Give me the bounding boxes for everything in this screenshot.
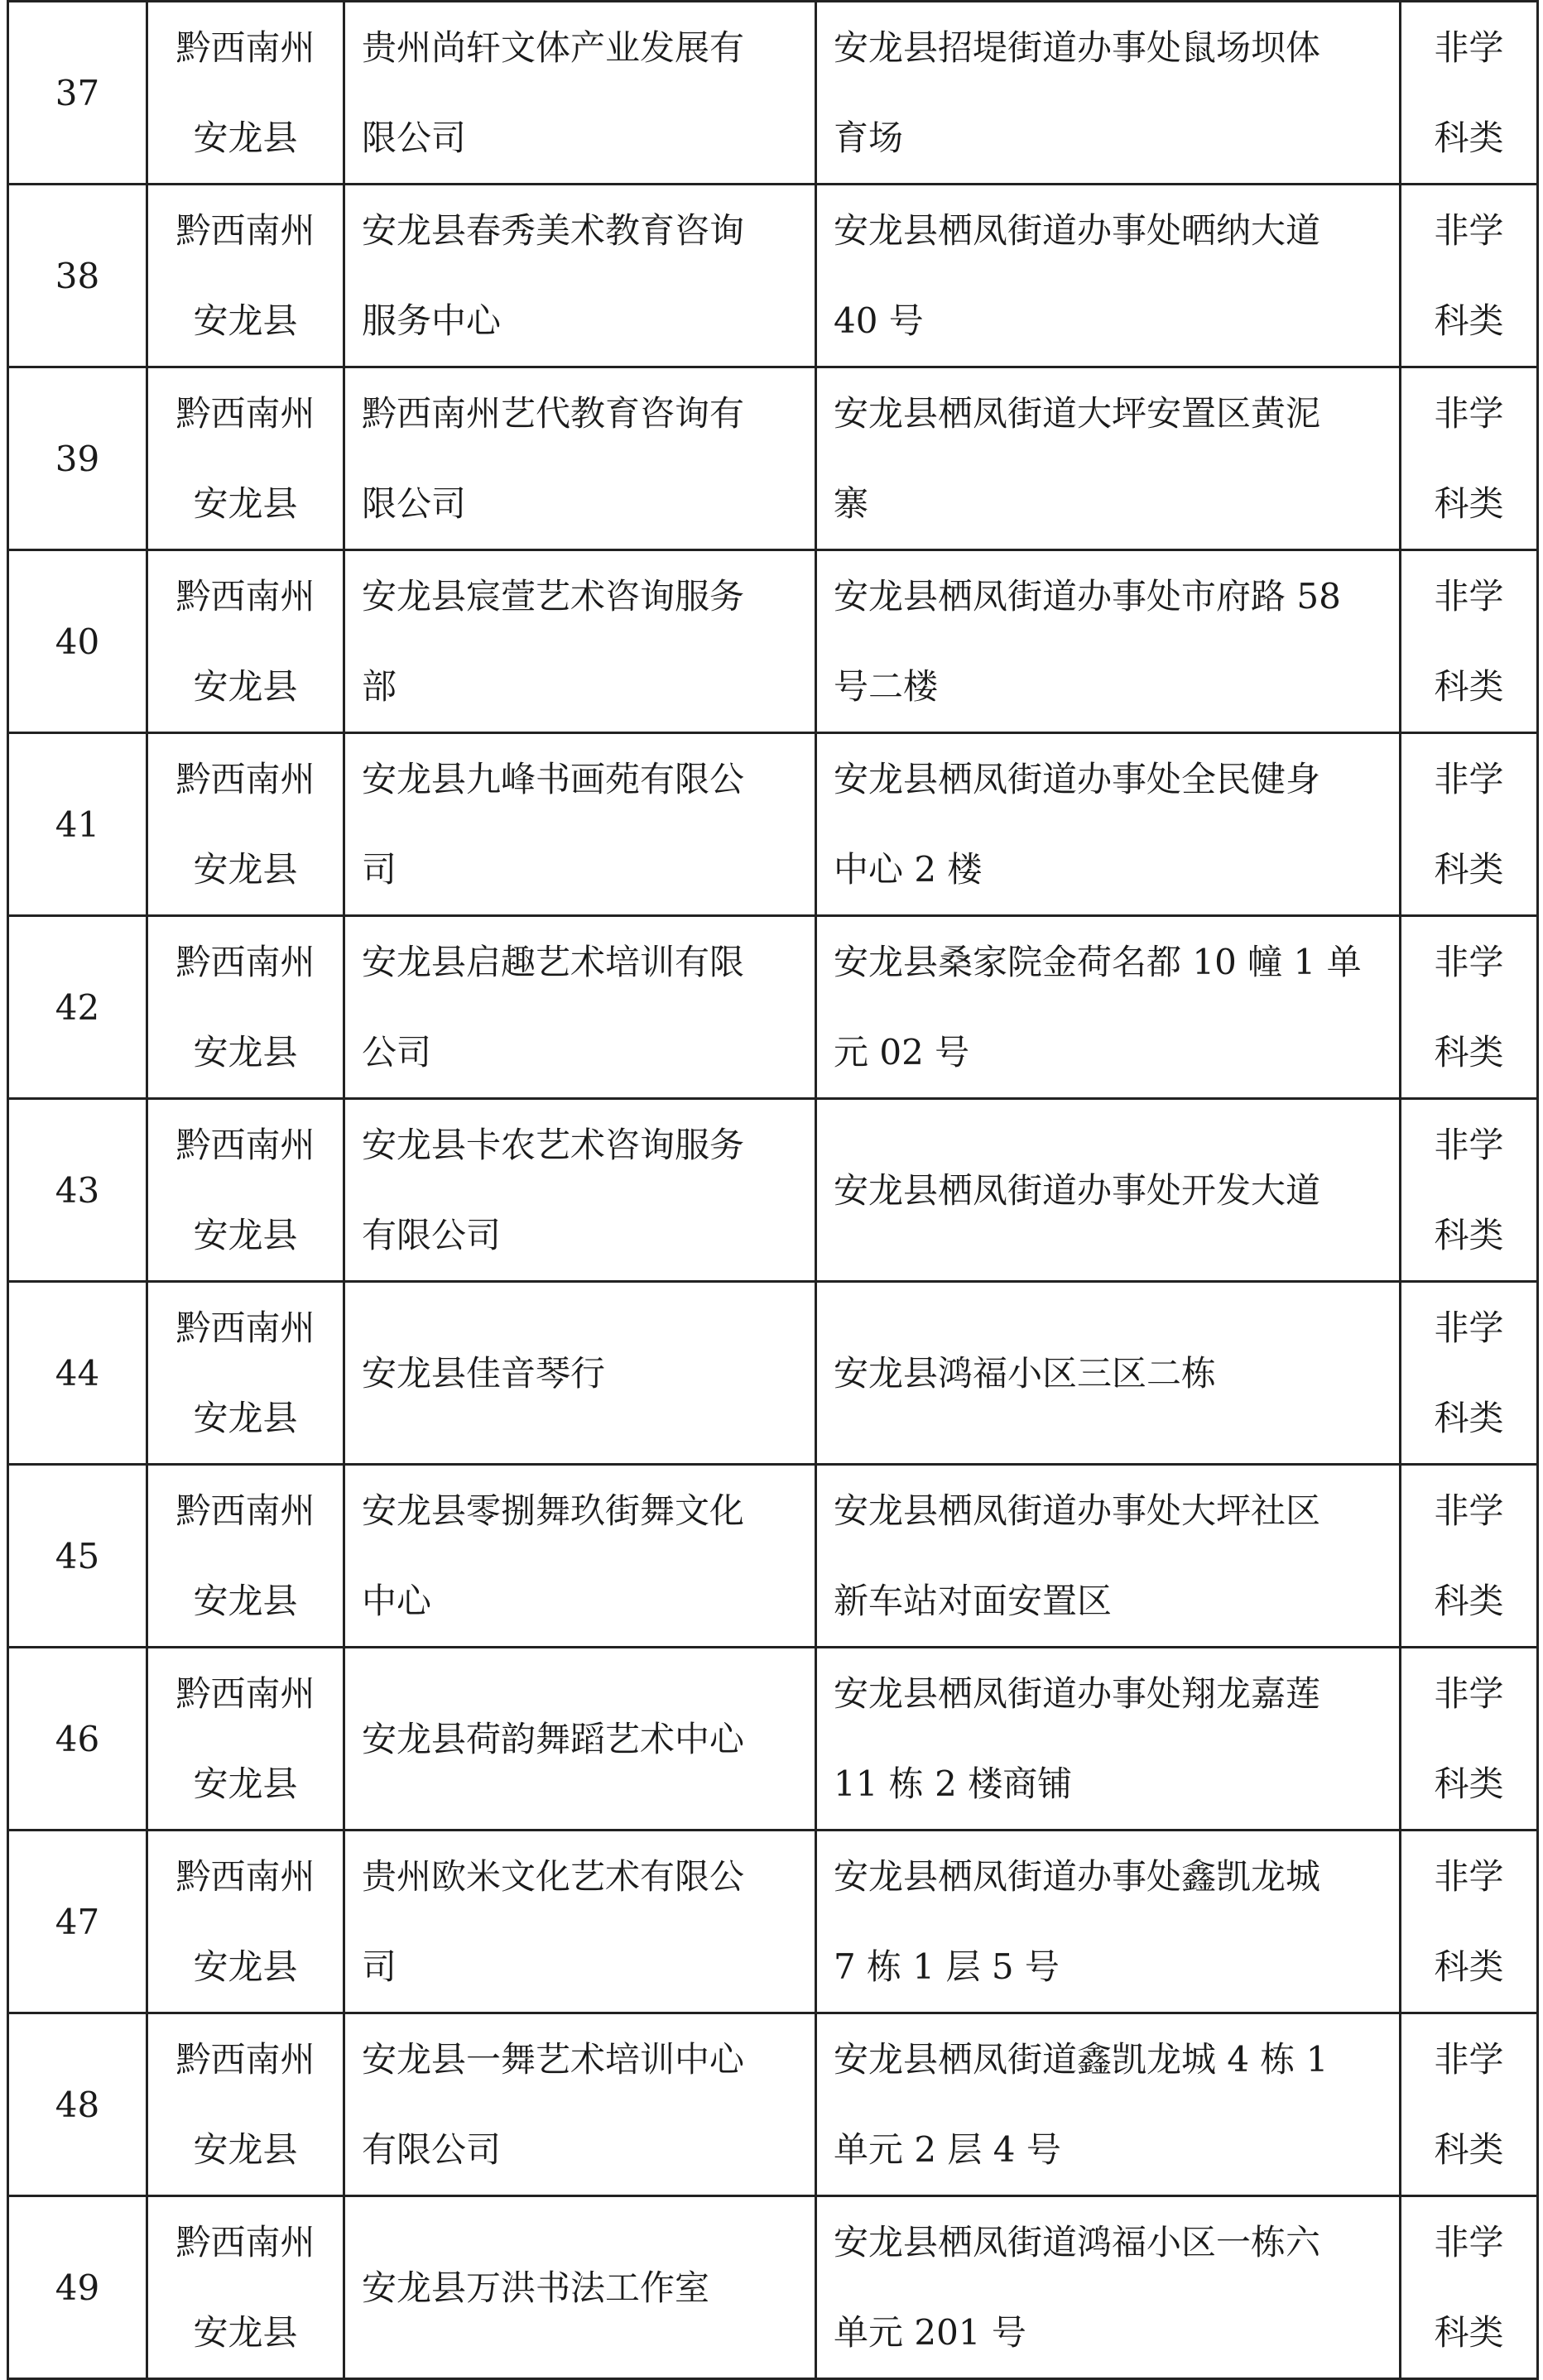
address-cell-line: 单元 2 层 4 号 <box>834 2129 1061 2170</box>
region-cell <box>147 1831 344 2013</box>
address-cell-line: 安龙县栖凤街道鑫凯龙城 4 栋 1 <box>834 2039 1329 2080</box>
category-cell-line: 科类 <box>1434 849 1504 890</box>
address-cell-line: 育场 <box>834 118 904 158</box>
region-cell-line: 安龙县 <box>193 1946 298 1987</box>
address-cell-line: 安龙县栖凤街道鸿福小区一栋六 <box>834 2222 1321 2262</box>
address-cell-line: 寨 <box>834 483 869 524</box>
organization-name-cell-line: 司 <box>362 1946 397 1987</box>
table-row <box>8 2 1538 185</box>
category-cell <box>1401 367 1538 550</box>
organization-name-cell <box>344 733 816 916</box>
institution-table <box>7 0 1539 2380</box>
category-cell-line: 科类 <box>1434 1032 1504 1072</box>
row-number-cell: 37 <box>8 2 147 185</box>
category-cell-line: 科类 <box>1434 300 1504 341</box>
table-row <box>8 916 1538 1099</box>
organization-name-cell-line: 安龙县启趣艺术培训有限 <box>362 942 745 982</box>
category-cell-line: 科类 <box>1434 2129 1504 2170</box>
region-cell-line: 安龙县 <box>193 1763 298 1804</box>
region-cell-line: 安龙县 <box>193 666 298 707</box>
category-cell-line: 科类 <box>1434 1398 1504 1438</box>
organization-name-cell <box>344 550 816 733</box>
region-cell-line: 黔西南州 <box>175 210 315 251</box>
category-cell-line: 科类 <box>1434 1946 1504 1987</box>
organization-name-cell-line: 贵州尚轩文体产业发展有 <box>362 27 745 68</box>
category-cell <box>1401 185 1538 367</box>
category-cell <box>1401 916 1538 1099</box>
address-cell-line: 新车站对面安置区 <box>834 1581 1113 1621</box>
region-cell-line: 黔西南州 <box>175 576 315 617</box>
region-cell <box>147 733 344 916</box>
address-cell-line: 安龙县栖凤街道办事处全民健身 <box>834 759 1321 799</box>
organization-name-cell-line: 安龙县万洪书法工作室 <box>362 2267 710 2308</box>
category-cell-line: 科类 <box>1434 1215 1504 1255</box>
address-cell-line: 安龙县栖凤街道办事处晒纳大道 <box>834 210 1321 251</box>
category-cell <box>1401 1465 1538 1648</box>
category-cell-line: 非学 <box>1434 1673 1504 1714</box>
table-row <box>8 550 1538 733</box>
region-cell-line: 黔西南州 <box>175 942 315 982</box>
address-cell-line: 7 栋 1 层 5 号 <box>834 1946 1060 1987</box>
organization-name-cell-line: 安龙县荷韵舞蹈艺术中心 <box>362 1718 745 1759</box>
address-cell <box>816 916 1401 1099</box>
address-cell-line: 中心 2 楼 <box>834 849 983 890</box>
region-cell-line: 黔西南州 <box>175 1673 315 1714</box>
row-number-cell: 47 <box>8 1831 147 2013</box>
region-cell <box>147 1648 344 1831</box>
address-cell <box>816 367 1401 550</box>
category-cell <box>1401 2196 1538 2379</box>
region-cell-line: 安龙县 <box>193 300 298 341</box>
region-cell-line: 安龙县 <box>193 1032 298 1072</box>
organization-name-cell-line: 安龙县春秀美术教育咨询 <box>362 210 745 251</box>
region-cell <box>147 1099 344 1282</box>
table-row <box>8 367 1538 550</box>
organization-name-cell-line: 有限公司 <box>362 2129 502 2170</box>
region-cell-line: 安龙县 <box>193 483 298 524</box>
address-cell-line: 40 号 <box>834 300 924 341</box>
address-cell <box>816 1648 1401 1831</box>
address-cell-line: 安龙县鸿福小区三区二栋 <box>834 1352 1217 1394</box>
category-cell-line: 非学 <box>1434 210 1504 251</box>
address-cell <box>816 1465 1401 1648</box>
organization-name-cell <box>344 367 816 550</box>
address-cell-line: 安龙县栖凤街道办事处翔龙嘉莲 <box>834 1673 1321 1714</box>
category-cell <box>1401 1282 1538 1465</box>
organization-name-cell-line: 贵州欧米文化艺术有限公 <box>362 1856 745 1897</box>
region-cell-line: 黔西南州 <box>175 27 315 68</box>
table-row <box>8 2196 1538 2379</box>
category-cell-line: 科类 <box>1434 1763 1504 1804</box>
region-cell-line: 安龙县 <box>193 118 298 158</box>
address-cell-line: 元 02 号 <box>834 1032 970 1072</box>
organization-name-cell-line: 限公司 <box>362 483 467 524</box>
address-cell <box>816 1099 1401 1282</box>
organization-name-cell <box>344 1099 816 1282</box>
category-cell <box>1401 550 1538 733</box>
row-number-cell: 38 <box>8 185 147 367</box>
region-cell-line: 安龙县 <box>193 2129 298 2170</box>
address-cell-line: 单元 201 号 <box>834 2312 1026 2353</box>
address-cell <box>816 2013 1401 2196</box>
table-row <box>8 1282 1538 1465</box>
row-number-cell: 40 <box>8 550 147 733</box>
address-cell-line: 安龙县栖凤街道办事处开发大道 <box>834 1169 1321 1211</box>
organization-name-cell-line: 限公司 <box>362 118 467 158</box>
organization-name-cell <box>344 1831 816 2013</box>
region-cell-line: 黔西南州 <box>175 1856 315 1897</box>
category-cell <box>1401 1099 1538 1282</box>
address-cell-line: 安龙县桑家院金荷名都 10 幢 1 单 <box>834 942 1362 982</box>
organization-name-cell <box>344 185 816 367</box>
category-cell-line: 非学 <box>1434 2222 1504 2262</box>
organization-name-cell-line: 司 <box>362 849 397 890</box>
organization-name-cell <box>344 1648 816 1831</box>
organization-name-cell <box>344 2196 816 2379</box>
region-cell-line: 黔西南州 <box>175 2039 315 2080</box>
address-cell-line: 11 栋 2 楼商铺 <box>834 1763 1073 1804</box>
organization-name-cell-line: 黔西南州艺代教育咨询有 <box>362 393 745 434</box>
table-row <box>8 2013 1538 2196</box>
table-row <box>8 185 1538 367</box>
region-cell-line: 黔西南州 <box>175 393 315 434</box>
category-cell-line: 科类 <box>1434 1581 1504 1621</box>
category-cell-line: 非学 <box>1434 2039 1504 2080</box>
address-cell-line: 安龙县招堤街道办事处鼠场坝体 <box>834 27 1321 68</box>
row-number-cell: 43 <box>8 1099 147 1282</box>
category-cell-line: 非学 <box>1434 942 1504 982</box>
address-cell-line: 号二楼 <box>834 666 939 707</box>
organization-name-cell-line: 安龙县佳音琴行 <box>362 1352 606 1394</box>
category-cell-line: 科类 <box>1434 2312 1504 2353</box>
region-cell-line: 黔西南州 <box>175 1308 315 1348</box>
category-cell-line: 科类 <box>1434 666 1504 707</box>
address-cell <box>816 1831 1401 2013</box>
region-cell-line: 黔西南州 <box>175 1125 315 1165</box>
category-cell <box>1401 1648 1538 1831</box>
organization-name-cell-line: 有限公司 <box>362 1215 502 1255</box>
address-cell <box>816 2196 1401 2379</box>
category-cell-line: 非学 <box>1434 759 1504 799</box>
organization-name-cell-line: 安龙县卡农艺术咨询服务 <box>362 1125 745 1165</box>
region-cell <box>147 916 344 1099</box>
region-cell-line: 安龙县 <box>193 1398 298 1438</box>
address-cell <box>816 2 1401 185</box>
region-cell-line: 黔西南州 <box>175 759 315 799</box>
category-cell-line: 科类 <box>1434 483 1504 524</box>
organization-name-cell-line: 中心 <box>362 1581 432 1621</box>
address-cell-line: 安龙县栖凤街道办事处大坪社区 <box>834 1490 1321 1531</box>
address-cell-line: 安龙县栖凤街道大坪安置区黄泥 <box>834 393 1321 434</box>
organization-name-cell <box>344 1282 816 1465</box>
row-number-cell: 44 <box>8 1282 147 1465</box>
category-cell <box>1401 2013 1538 2196</box>
region-cell-line: 安龙县 <box>193 2312 298 2353</box>
region-cell <box>147 185 344 367</box>
row-number-cell: 46 <box>8 1648 147 1831</box>
organization-name-cell <box>344 1465 816 1648</box>
region-cell <box>147 1465 344 1648</box>
address-cell <box>816 1282 1401 1465</box>
address-cell <box>816 733 1401 916</box>
table-row <box>8 1465 1538 1648</box>
category-cell <box>1401 2 1538 185</box>
organization-name-cell-line: 安龙县九峰书画苑有限公 <box>362 759 745 799</box>
category-cell-line: 非学 <box>1434 1125 1504 1165</box>
table-row <box>8 1099 1538 1282</box>
region-cell-line: 安龙县 <box>193 849 298 890</box>
region-cell <box>147 1282 344 1465</box>
category-cell-line: 非学 <box>1434 1490 1504 1531</box>
organization-name-cell <box>344 2 816 185</box>
category-cell <box>1401 1831 1538 2013</box>
region-cell-line: 安龙县 <box>193 1581 298 1621</box>
category-cell-line: 非学 <box>1434 1308 1504 1348</box>
row-number-cell: 48 <box>8 2013 147 2196</box>
region-cell <box>147 367 344 550</box>
region-cell <box>147 2013 344 2196</box>
region-cell-line: 黔西南州 <box>175 2222 315 2262</box>
address-cell <box>816 550 1401 733</box>
organization-name-cell-line: 安龙县宸萱艺术咨询服务 <box>362 576 745 617</box>
address-cell-line: 安龙县栖凤街道办事处鑫凯龙城 <box>834 1856 1321 1897</box>
address-cell-line: 安龙县栖凤街道办事处市府路 58 <box>834 576 1341 617</box>
region-cell <box>147 2196 344 2379</box>
region-cell-line: 黔西南州 <box>175 1490 315 1531</box>
region-cell-line: 安龙县 <box>193 1215 298 1255</box>
organization-name-cell-line: 安龙县一舞艺术培训中心 <box>362 2039 745 2080</box>
organization-name-cell-line: 服务中心 <box>362 300 502 341</box>
address-cell <box>816 185 1401 367</box>
category-cell-line: 科类 <box>1434 118 1504 158</box>
region-cell <box>147 2 344 185</box>
row-number-cell: 41 <box>8 733 147 916</box>
row-number-cell: 45 <box>8 1465 147 1648</box>
organization-name-cell-line: 部 <box>362 666 397 707</box>
category-cell-line: 非学 <box>1434 576 1504 617</box>
category-cell-line: 非学 <box>1434 393 1504 434</box>
category-cell-line: 非学 <box>1434 27 1504 68</box>
organization-name-cell-line: 公司 <box>362 1032 432 1072</box>
organization-name-cell <box>344 2013 816 2196</box>
table-row <box>8 1831 1538 2013</box>
category-cell <box>1401 733 1538 916</box>
table-row <box>8 733 1538 916</box>
organization-name-cell-line: 安龙县零捌舞玖街舞文化 <box>362 1490 745 1531</box>
table-row <box>8 1648 1538 1831</box>
row-number-cell: 39 <box>8 367 147 550</box>
row-number-cell: 42 <box>8 916 147 1099</box>
region-cell <box>147 550 344 733</box>
row-number-cell: 49 <box>8 2196 147 2379</box>
organization-name-cell <box>344 916 816 1099</box>
table-body <box>8 2 1538 2379</box>
category-cell-line: 非学 <box>1434 1856 1504 1897</box>
